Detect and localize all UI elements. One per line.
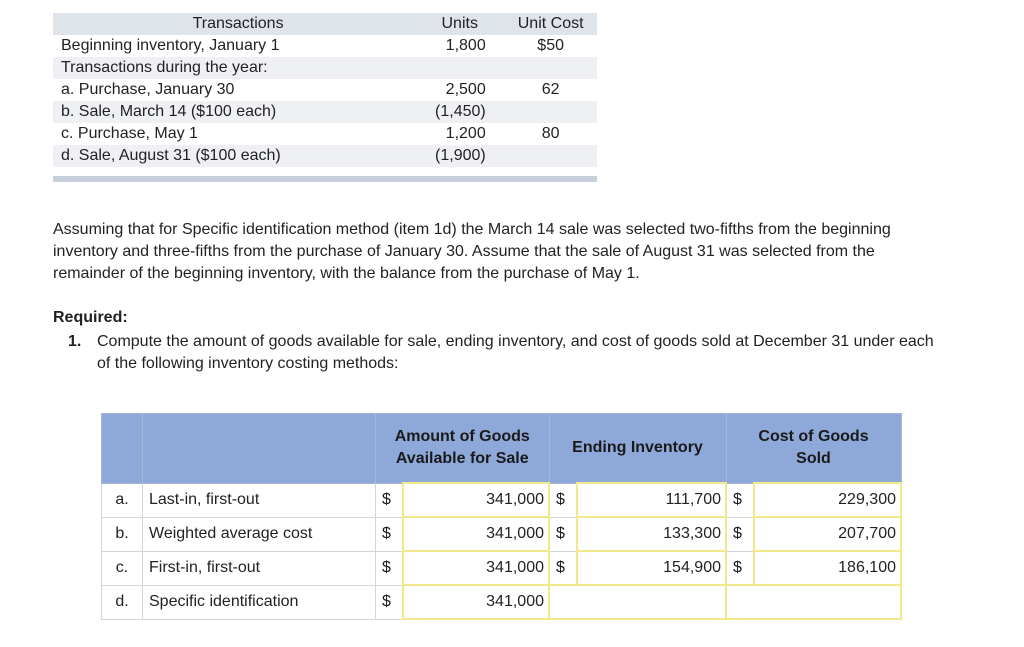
method-label: First-in, first-out bbox=[143, 551, 376, 585]
transaction-desc: c. Purchase, May 1 bbox=[61, 125, 198, 142]
dollar-sign: $ bbox=[726, 483, 754, 517]
transaction-desc: a. Purchase, January 30 bbox=[61, 81, 235, 98]
required-item bbox=[68, 331, 948, 375]
method-label: Last-in, first-out bbox=[143, 483, 376, 517]
answer-header-row bbox=[102, 414, 902, 484]
required-title: Required: bbox=[53, 309, 128, 326]
transactions-table bbox=[53, 13, 597, 167]
available-input[interactable]: 341,000 bbox=[403, 585, 549, 619]
method-label: Specific identification bbox=[143, 585, 376, 619]
header-available-line2: Available for Sale bbox=[395, 450, 529, 467]
header-available-line1: Amount of Goods bbox=[394, 428, 530, 445]
transaction-cost bbox=[504, 145, 597, 167]
transaction-units: (1,450) bbox=[435, 103, 486, 120]
cogs-input[interactable]: 207,700 bbox=[754, 517, 901, 551]
transaction-desc: Beginning inventory, January 1 bbox=[61, 37, 280, 54]
row-letter: d. bbox=[102, 585, 143, 619]
header-ending: Ending Inventory bbox=[549, 414, 726, 484]
header-cogs bbox=[726, 414, 901, 484]
assumption-paragraph: Assuming that for Specific identification method (item 1d) the March 14 sale was selected two-fifths from the beginning inventory and three-fifths from the purchase of January 30. Assume that the sale of August 31 was selected from the remainder of the beginning inventory, with the balance from the purchase of May 1. bbox=[53, 221, 891, 282]
row-letter: b. bbox=[102, 517, 143, 551]
cogs-input[interactable]: 229,300 bbox=[754, 483, 901, 517]
transaction-desc: b. Sale, March 14 ($100 each) bbox=[53, 101, 415, 123]
header-cogs-line2: Sold bbox=[796, 450, 831, 467]
dollar-sign: $ bbox=[726, 551, 754, 585]
transactions-header-row bbox=[53, 13, 597, 35]
ending-inventory-input[interactable]: 133,300 bbox=[577, 517, 726, 551]
transaction-units: 2,500 bbox=[445, 81, 486, 98]
transaction-row bbox=[53, 79, 597, 101]
cogs-input[interactable]: 186,100 bbox=[754, 551, 901, 585]
available-input[interactable]: 341,000 bbox=[403, 483, 549, 517]
ending-inventory-input[interactable]: 111,700 bbox=[577, 483, 726, 517]
answer-row bbox=[102, 585, 902, 619]
transaction-row bbox=[53, 35, 597, 57]
transaction-units: 1,200 bbox=[445, 125, 486, 142]
dollar-sign: $ bbox=[376, 517, 404, 551]
row-letter: a. bbox=[102, 483, 143, 517]
transaction-cost: $50 bbox=[537, 37, 564, 54]
answer-row bbox=[102, 483, 902, 517]
dollar-sign: $ bbox=[549, 517, 577, 551]
dollar-sign: $ bbox=[549, 551, 577, 585]
ending-inventory-input[interactable]: 154,900 bbox=[577, 551, 726, 585]
transaction-row bbox=[53, 123, 597, 145]
dollar-sign: $ bbox=[376, 551, 404, 585]
transaction-units: (1,900) bbox=[435, 147, 486, 164]
dollar-sign: $ bbox=[549, 483, 577, 517]
transaction-cost: 62 bbox=[541, 81, 560, 98]
transactions-table-footer bbox=[53, 176, 597, 182]
ending-inventory-input[interactable] bbox=[549, 585, 726, 619]
transaction-units: 1,800 bbox=[445, 37, 486, 54]
method-label: Weighted average cost bbox=[143, 517, 376, 551]
header-blank-method bbox=[143, 414, 376, 484]
row-letter: c. bbox=[102, 551, 143, 585]
cogs-input[interactable] bbox=[726, 585, 901, 619]
answer-table bbox=[101, 413, 902, 620]
transaction-row bbox=[53, 101, 597, 123]
transaction-cost: 80 bbox=[541, 125, 560, 142]
header-blank-letter bbox=[102, 414, 143, 484]
transaction-cost bbox=[504, 101, 597, 123]
header-available bbox=[376, 414, 550, 484]
transaction-row bbox=[53, 145, 597, 167]
answer-row bbox=[102, 517, 902, 551]
transaction-desc: d. Sale, August 31 ($100 each) bbox=[53, 145, 415, 167]
header-cogs-line1: Cost of Goods bbox=[758, 428, 869, 445]
unit-cost-header: Unit Cost bbox=[504, 13, 597, 35]
required-number: 1. bbox=[68, 333, 82, 350]
required-text: Compute the amount of goods available for sale, ending inventory, and cost of goods sold at December 31 under each of the following inventory costing methods: bbox=[97, 333, 934, 372]
units-header: Units bbox=[415, 13, 504, 35]
available-input[interactable]: 341,000 bbox=[403, 517, 549, 551]
dollar-sign: $ bbox=[376, 585, 404, 619]
answer-row bbox=[102, 551, 902, 585]
dollar-sign: $ bbox=[726, 517, 754, 551]
transaction-cost bbox=[504, 57, 597, 79]
available-input[interactable]: 341,000 bbox=[403, 551, 549, 585]
dollar-sign: $ bbox=[376, 483, 404, 517]
transactions-header: Transactions bbox=[53, 13, 415, 35]
transaction-desc: Transactions during the year: bbox=[53, 57, 415, 79]
transaction-row bbox=[53, 57, 597, 79]
